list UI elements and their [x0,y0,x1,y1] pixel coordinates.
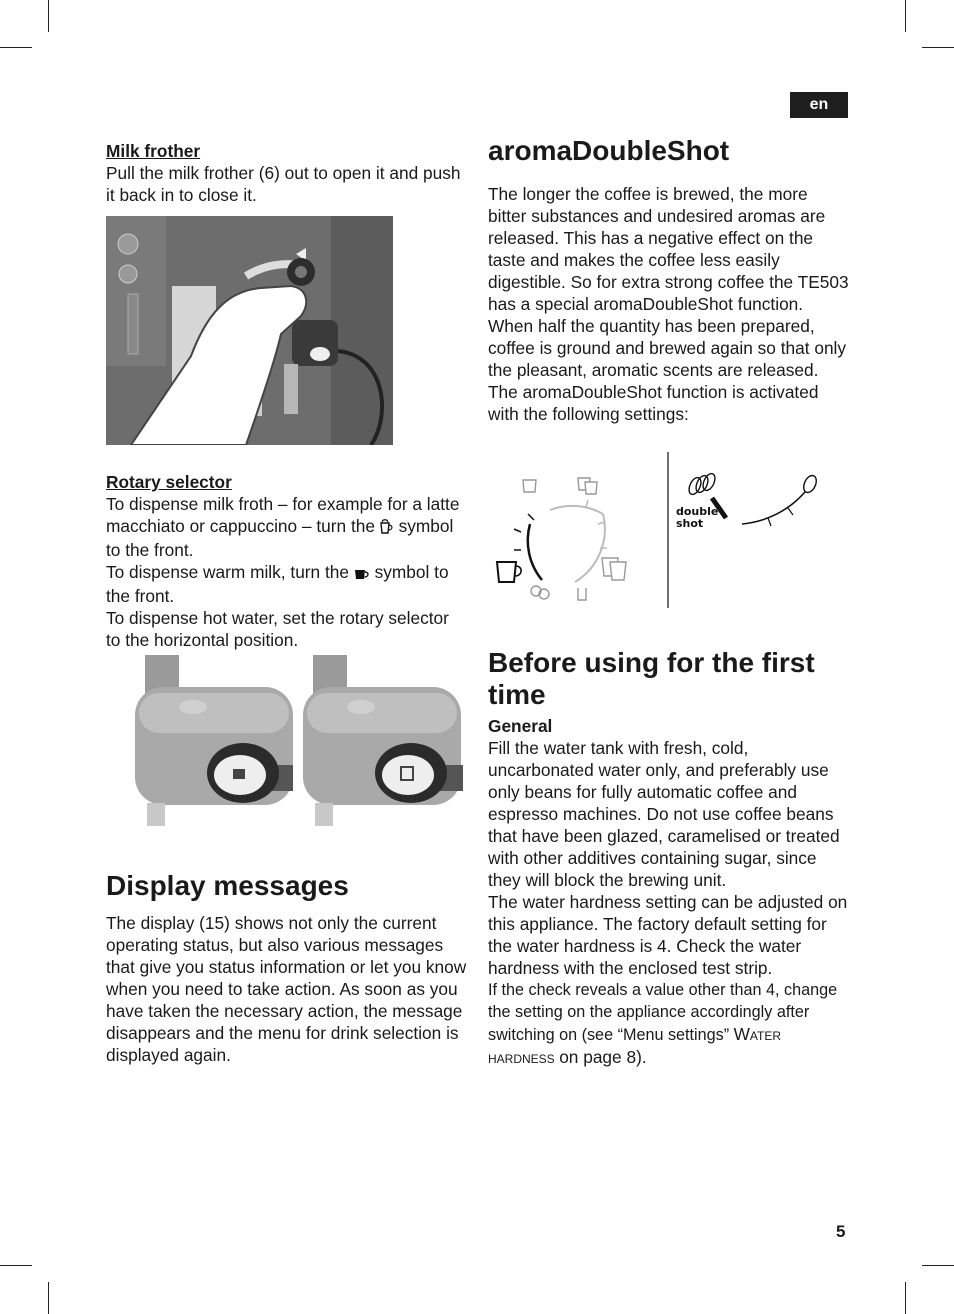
crop-mark [922,47,954,48]
general-subheading: General [488,716,553,736]
crop-mark [0,47,32,48]
aroma-paragraph-1: The longer the coffee is brewed, the more bitter substances and undesired aromas are released. This has a negative effect on the taste and makes the coffee less easily digestible. So for extra strong coffee the TE503 has a special aromaDoubleShot function. When half the quantity has been prepared, coffee is ground and brewed again so that only the pleasant, aromatic scents are released. [488,184,849,380]
milk-frother-heading: Milk frother [106,141,201,161]
milk-frother-illustration [106,216,393,445]
general-paragraph-3-start: If the check reveals a value other than 4, change the setting on the appliance accordingly after switching on (see “Menu settings” [488,981,838,1044]
cup-size-dial [497,478,626,600]
before-first-use-section [488,647,850,1069]
aroma-double-shot-title: aromaDoubleShot [488,135,730,166]
selector-illustration-right [303,655,463,826]
rotary-selector-line3: To dispense hot water, set the rotary selector to the horizontal position. [106,608,449,650]
rotary-selector-line2 [106,561,462,607]
milk-frother-section [106,140,462,206]
rotary-selector-line2-start: To dispense warm milk, turn the [106,562,349,582]
before-first-use-title: Before using for the first time [488,647,815,710]
milk-frother-text: Pull the milk frother (6) out to open it and push it back in to close it. [106,163,461,205]
coffee-strength-dial [676,472,819,530]
double-shot-label-2: shot [676,517,704,530]
milk-froth-cup-icon [380,517,394,539]
aroma-paragraph-2: The aromaDoubleShot function is activated with the following settings: [488,382,819,424]
selector-illustration-left [135,655,293,826]
general-paragraph-2: The water hardness setting can be adjusted on this appliance. The factory default setting for the water hardness is 4. Check the water hardness with the enclosed test strip. [488,892,848,978]
aroma-settings-diagram [490,452,850,608]
double-shot-label-1: double [676,505,719,518]
crop-mark [48,1282,49,1314]
display-messages-section [106,870,468,1066]
crop-mark [905,0,906,32]
rotary-selector-line1-start: To dispense milk froth – for example for a latte macchiato or cappuccino – turn the [106,494,460,536]
rotary-selector-section [106,471,462,651]
crop-mark [0,1265,32,1266]
general-paragraph-3 [488,979,850,1069]
rotary-selector-line1 [106,493,462,561]
display-messages-title: Display messages [106,870,349,901]
crop-mark [48,0,49,32]
page-number: 5 [836,1222,846,1241]
rotary-selector-illustration [135,655,465,826]
aroma-double-shot-section [488,135,850,425]
rotary-selector-line2-end: symbol to the front. [106,562,449,606]
rotary-selector-line1-end: symbol to the front. [106,516,454,560]
crop-mark [905,1282,906,1314]
warm-milk-cup-icon [354,563,370,585]
general-paragraph-1: Fill the water tank with fresh, cold, uncarbonated water only, and preferably use only beans for fully automatic coffee and espresso machines. Do not use coffee beans that have been glazed, caramelised or treated with other additives containing sugar, since they will block the brewing unit. [488,738,840,890]
language-badge: en [790,92,848,118]
rotary-selector-heading: Rotary selector [106,472,232,492]
crop-mark [922,1265,954,1266]
display-messages-text: The display (15) shows not only the current operating status, but also various messages that give you status information or let you know when you need to take action. As soon as you have taken the necessary action, the message disappears and the menu for drink selection is displayed again. [106,913,467,1065]
general-paragraph-3-end: on page 8). [559,1047,647,1067]
water-hardness-reference: Water hardness [488,1024,782,1067]
